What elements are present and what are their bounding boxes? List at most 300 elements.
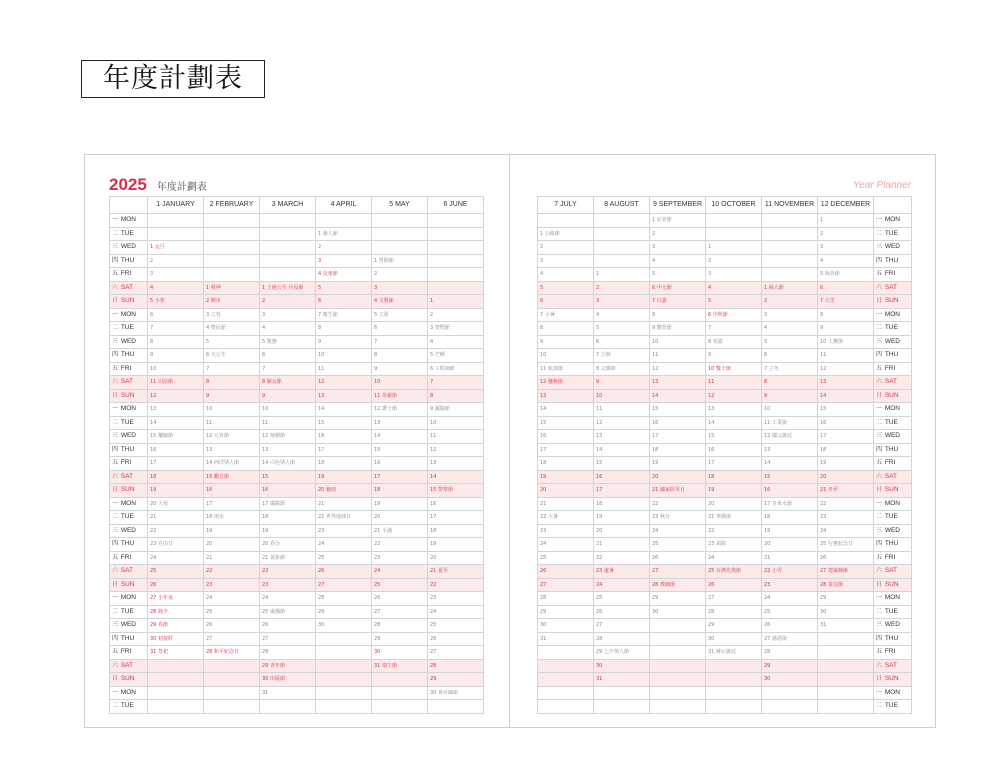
weekday-zh: 日: [112, 392, 119, 399]
date-cell: 11: [706, 376, 762, 390]
date-cell: 3: [148, 268, 204, 282]
week-row: [110, 619, 484, 633]
date-cell: 25: [204, 605, 260, 619]
date-cell: 26: [594, 605, 650, 619]
date-cell: 26: [428, 632, 484, 646]
year-planner-book: [84, 154, 936, 728]
date-cell: [204, 659, 260, 673]
date-cell: 21: [148, 511, 204, 525]
weekday-en: WED: [119, 621, 136, 629]
weekday-label: [874, 268, 912, 282]
date-cell: 15: [538, 416, 594, 430]
weekday-en: TUE: [119, 229, 134, 237]
weekday-en: FRI: [119, 553, 132, 561]
week-row: [110, 241, 484, 255]
date-cell: 11 航海節: [538, 362, 594, 376]
date-cell: 28 教師節: [650, 578, 706, 592]
weekday-label: [110, 241, 148, 255]
date-cell: 30: [594, 659, 650, 673]
date-cell: 21 夏至: [428, 565, 484, 579]
weekday-en: THU: [883, 634, 899, 642]
date-cell: [316, 673, 372, 687]
date-cell: 9 體育節: [650, 322, 706, 336]
date-cell: 27 建築師節: [818, 565, 874, 579]
weekday-zh: 一: [112, 595, 119, 602]
weekday-zh: 五: [112, 365, 119, 372]
date-cell: 20: [538, 484, 594, 498]
date-cell: [316, 686, 372, 700]
date-cell: 22 大暑: [538, 511, 594, 525]
date-cell: [594, 241, 650, 255]
date-cell: 5: [706, 295, 762, 309]
date-cell: 1 蔡神: [204, 281, 260, 295]
date-cell: 26: [204, 619, 260, 633]
weekday-zh: 五: [876, 554, 883, 561]
date-cell: 7: [260, 362, 316, 376]
date-cell: [650, 619, 706, 633]
date-cell: 21: [316, 497, 372, 511]
weekday-zh: 四: [112, 257, 119, 264]
date-cell: 19: [706, 484, 762, 498]
date-cell: [818, 700, 874, 714]
date-cell: 7 白露: [650, 295, 706, 309]
date-cell: 13: [706, 403, 762, 417]
date-cell: 22 世界地球日: [316, 511, 372, 525]
date-cell: 9: [148, 349, 204, 363]
weekday-en: WED: [119, 526, 136, 534]
week-row: [538, 416, 912, 430]
date-cell: 4: [594, 308, 650, 322]
week-row: [110, 551, 484, 565]
weekday-en: SAT: [883, 378, 897, 386]
date-cell: 11: [316, 362, 372, 376]
week-row: [538, 700, 912, 714]
date-cell: [316, 632, 372, 646]
weekday-zh: 四: [876, 635, 883, 642]
date-cell: 2: [818, 227, 874, 241]
weekday-en: MON: [883, 688, 900, 696]
date-cell: 24: [706, 551, 762, 565]
weekday-en: TUE: [119, 513, 134, 521]
weekday-label: [874, 322, 912, 336]
date-cell: 2: [372, 268, 428, 282]
week-row: [110, 457, 484, 471]
date-cell: 14: [818, 389, 874, 403]
calendar-table-right: [537, 196, 912, 714]
weekday-en: WED: [883, 243, 900, 251]
weekday-en: MON: [119, 216, 136, 224]
weekday-label: [110, 295, 148, 309]
week-row: [538, 592, 912, 606]
date-cell: 24: [260, 592, 316, 606]
month-header: 3 MARCH: [260, 197, 316, 214]
weekday-zh: 一: [112, 311, 119, 318]
date-cell: 1 元旦: [148, 241, 204, 255]
weekday-zh: 一: [112, 406, 119, 413]
date-cell: [650, 632, 706, 646]
date-cell: 25 台灣光復節: [706, 565, 762, 579]
week-row: [110, 484, 484, 498]
date-cell: 22: [428, 578, 484, 592]
date-cell: 14: [316, 403, 372, 417]
weekday-label: [874, 524, 912, 538]
date-cell: 17: [316, 443, 372, 457]
weekday-label: [110, 281, 148, 295]
weekday-en: WED: [119, 337, 136, 345]
date-cell: 14 白色情人節: [260, 457, 316, 471]
weekday-label: [110, 497, 148, 511]
date-cell: 27: [372, 605, 428, 619]
week-row: [538, 227, 912, 241]
date-cell: [538, 214, 594, 228]
date-cell: 16: [260, 484, 316, 498]
week-row: [110, 214, 484, 228]
weekday-en: TUE: [883, 229, 898, 237]
week-row: [110, 578, 484, 592]
weekday-zh: 一: [876, 689, 883, 696]
date-cell: 17 自來水節: [762, 497, 818, 511]
date-cell: [538, 659, 594, 673]
weekday-zh: 一: [112, 500, 119, 507]
date-cell: 1 愚人節: [316, 227, 372, 241]
date-cell: [148, 686, 204, 700]
weekday-label: [874, 295, 912, 309]
month-header: 4 APRIL: [316, 197, 372, 214]
week-row: [110, 403, 484, 417]
date-cell: 24: [316, 538, 372, 552]
weekday-label: [110, 322, 148, 336]
date-cell: [706, 673, 762, 687]
weekday-en: SAT: [883, 567, 897, 575]
weekday-en: SAT: [119, 283, 133, 291]
book-spine: [509, 155, 510, 727]
date-cell: 14: [428, 470, 484, 484]
date-cell: 4: [260, 322, 316, 336]
week-row: [110, 308, 484, 322]
date-cell: 28: [428, 659, 484, 673]
weekday-label: [110, 389, 148, 403]
date-cell: [316, 659, 372, 673]
date-cell: [260, 268, 316, 282]
weekday-en: MON: [883, 310, 900, 318]
date-cell: 24: [538, 538, 594, 552]
week-row: [538, 646, 912, 660]
date-cell: 12: [428, 443, 484, 457]
date-cell: 4: [706, 281, 762, 295]
date-cell: 30: [762, 673, 818, 687]
date-cell: 6 中秋節: [706, 308, 762, 322]
weekday-label: [110, 349, 148, 363]
date-cell: 5: [762, 335, 818, 349]
date-cell: 8: [204, 376, 260, 390]
week-row: [538, 673, 912, 687]
date-cell: 18: [706, 470, 762, 484]
weekday-en: THU: [119, 445, 135, 453]
weekday-label: [110, 416, 148, 430]
date-cell: 26: [538, 565, 594, 579]
date-cell: 8: [316, 322, 372, 336]
date-cell: 15: [706, 430, 762, 444]
date-cell: 29: [316, 605, 372, 619]
corner-cell: [874, 197, 912, 214]
date-cell: 6 中元節: [650, 281, 706, 295]
date-cell: 17: [538, 443, 594, 457]
date-cell: 29 春節: [148, 619, 204, 633]
weekday-label: [874, 632, 912, 646]
weekday-label: [874, 700, 912, 714]
date-cell: 18 雨水: [204, 511, 260, 525]
date-cell: 27: [706, 592, 762, 606]
weekday-en: TUE: [119, 702, 134, 710]
date-cell: [818, 632, 874, 646]
date-cell: 20 春分: [260, 538, 316, 552]
date-cell: 22: [260, 565, 316, 579]
date-cell: 21: [762, 551, 818, 565]
date-cell: 23: [818, 511, 874, 525]
date-cell: 10: [316, 349, 372, 363]
date-cell: [594, 227, 650, 241]
weekday-en: TUE: [883, 702, 898, 710]
date-cell: 24: [148, 551, 204, 565]
date-cell: 30 初接財: [148, 632, 204, 646]
weekday-en: MON: [119, 499, 136, 507]
date-cell: [650, 700, 706, 714]
weekday-zh: 四: [876, 541, 883, 548]
date-cell: 23 自由日: [148, 538, 204, 552]
month-header: 9 SEPTEMBER: [650, 197, 706, 214]
weekday-en: SUN: [119, 297, 135, 305]
weekday-label: [110, 268, 148, 282]
date-cell: 12 國父誕辰: [762, 430, 818, 444]
date-cell: 28 除夕: [148, 605, 204, 619]
date-cell: 31: [538, 632, 594, 646]
date-cell: 4: [148, 281, 204, 295]
date-cell: 25: [650, 538, 706, 552]
weekday-zh: 四: [112, 541, 119, 548]
date-cell: 20 穀雨: [316, 484, 372, 498]
date-cell: 11 母親節: [372, 389, 428, 403]
weekday-en: FRI: [883, 364, 896, 372]
date-cell: 15: [260, 470, 316, 484]
date-cell: 26: [148, 578, 204, 592]
weekday-en: SAT: [119, 567, 133, 575]
weekday-en: MON: [119, 310, 136, 318]
date-cell: 25: [594, 592, 650, 606]
date-cell: 5: [316, 281, 372, 295]
weekday-zh: 三: [112, 433, 119, 440]
date-cell: 6: [316, 295, 372, 309]
weekday-zh: 一: [112, 217, 119, 224]
date-cell: 21 國家防災日: [650, 484, 706, 498]
date-cell: 30: [538, 619, 594, 633]
date-cell: 27: [260, 632, 316, 646]
date-cell: 1 記者節: [650, 214, 706, 228]
date-cell: 14: [148, 416, 204, 430]
date-cell: [204, 686, 260, 700]
weekday-zh: 三: [876, 622, 883, 629]
date-cell: 5: [538, 281, 594, 295]
date-cell: 30 會計師節: [428, 686, 484, 700]
date-cell: 10: [372, 376, 428, 390]
date-cell: [818, 646, 874, 660]
week-row: [538, 538, 912, 552]
weekday-label: [110, 700, 148, 714]
date-cell: 7: [148, 322, 204, 336]
date-cell: 2: [650, 227, 706, 241]
date-cell: 1: [818, 214, 874, 228]
date-cell: 15: [372, 443, 428, 457]
date-cell: 3: [762, 308, 818, 322]
week-row: [538, 376, 912, 390]
weekday-en: SUN: [119, 580, 135, 588]
weekday-label: [874, 592, 912, 606]
date-cell: 28 電信節: [818, 578, 874, 592]
date-cell: 6: [260, 349, 316, 363]
date-cell: 1: [594, 268, 650, 282]
date-cell: 1 商人節: [762, 281, 818, 295]
date-cell: 9: [706, 349, 762, 363]
weekday-en: SAT: [119, 472, 133, 480]
weekday-label: [110, 659, 148, 673]
date-cell: 9: [594, 376, 650, 390]
weekday-zh: 六: [876, 284, 883, 291]
week-row: [110, 524, 484, 538]
weekday-en: FRI: [883, 648, 896, 656]
date-cell: 10: [538, 349, 594, 363]
weekday-label: [874, 443, 912, 457]
date-cell: 24: [372, 565, 428, 579]
date-cell: [650, 659, 706, 673]
weekday-label: [874, 511, 912, 525]
weekday-en: SUN: [119, 675, 135, 683]
date-cell: [650, 646, 706, 660]
date-cell: 13: [148, 403, 204, 417]
month-header: 12 DECEMBER: [818, 197, 874, 214]
date-cell: [428, 241, 484, 255]
weekday-label: [110, 605, 148, 619]
date-cell: 29: [372, 632, 428, 646]
date-cell: 4: [538, 268, 594, 282]
weekday-label: [110, 686, 148, 700]
date-cell: 12: [148, 389, 204, 403]
weekday-label: [110, 376, 148, 390]
weekday-label: [874, 551, 912, 565]
date-cell: 3: [594, 295, 650, 309]
date-cell: 11: [594, 403, 650, 417]
date-cell: [818, 673, 874, 687]
weekday-en: TUE: [119, 324, 134, 332]
date-cell: 11: [204, 416, 260, 430]
week-row: [538, 281, 912, 295]
date-cell: 18: [428, 524, 484, 538]
date-cell: 19: [594, 511, 650, 525]
date-cell: 25: [762, 605, 818, 619]
date-cell: 4: [762, 322, 818, 336]
date-cell: 28: [762, 646, 818, 660]
date-cell: [148, 227, 204, 241]
date-cell: 29: [428, 673, 484, 687]
date-cell: 7 大雪: [818, 295, 874, 309]
week-row: [538, 619, 912, 633]
date-cell: 6: [762, 349, 818, 363]
date-cell: 23: [538, 524, 594, 538]
week-row: [538, 605, 912, 619]
date-cell: 10: [204, 403, 260, 417]
date-cell: 14: [594, 443, 650, 457]
weekday-zh: 六: [876, 473, 883, 480]
date-cell: 8: [148, 335, 204, 349]
weekday-label: [110, 578, 148, 592]
date-cell: 26: [316, 565, 372, 579]
date-cell: 9: [372, 362, 428, 376]
date-cell: 10 雙十節: [706, 362, 762, 376]
week-row: [538, 308, 912, 322]
weekday-en: SAT: [883, 661, 897, 669]
date-cell: 25: [316, 551, 372, 565]
date-cell: [260, 254, 316, 268]
date-cell: [762, 227, 818, 241]
weekday-en: FRI: [119, 648, 132, 656]
date-cell: 24: [818, 524, 874, 538]
week-row: [538, 632, 912, 646]
week-row: [538, 322, 912, 336]
week-row: [538, 295, 912, 309]
weekday-zh: 一: [876, 311, 883, 318]
date-cell: [650, 673, 706, 687]
date-cell: 7: [706, 322, 762, 336]
date-cell: 3: [316, 254, 372, 268]
weekday-zh: 日: [876, 581, 883, 588]
week-row: [538, 403, 912, 417]
weekday-zh: 三: [112, 527, 119, 534]
date-cell: [594, 254, 650, 268]
week-row: [110, 349, 484, 363]
week-row: [538, 470, 912, 484]
weekday-zh: 三: [876, 527, 883, 534]
weekday-zh: 三: [112, 338, 119, 345]
weekday-zh: 日: [876, 298, 883, 305]
date-cell: 31: [818, 619, 874, 633]
date-cell: 16: [818, 416, 874, 430]
weekday-zh: 二: [112, 325, 119, 332]
weekday-zh: 日: [112, 581, 119, 588]
date-cell: 7 立冬: [762, 362, 818, 376]
weekday-zh: 六: [876, 662, 883, 669]
date-cell: [148, 214, 204, 228]
date-cell: 28: [706, 605, 762, 619]
week-row: [110, 281, 484, 295]
date-cell: 30: [650, 605, 706, 619]
date-cell: 23: [260, 578, 316, 592]
date-cell: 5 海員節: [818, 268, 874, 282]
weekday-en: TUE: [883, 418, 898, 426]
weekday-en: THU: [119, 256, 135, 264]
date-cell: 20: [372, 511, 428, 525]
date-cell: 14: [650, 389, 706, 403]
date-cell: 18: [650, 443, 706, 457]
weekday-en: MON: [883, 405, 900, 413]
date-cell: 5 驚蟄: [260, 335, 316, 349]
date-cell: 9: [260, 389, 316, 403]
week-row: [538, 254, 912, 268]
weekday-label: [874, 686, 912, 700]
date-cell: 14: [706, 416, 762, 430]
weekday-label: [874, 241, 912, 255]
weekday-zh: 三: [876, 244, 883, 251]
date-cell: 3: [372, 281, 428, 295]
weekday-en: FRI: [119, 270, 132, 278]
date-cell: 21: [204, 551, 260, 565]
